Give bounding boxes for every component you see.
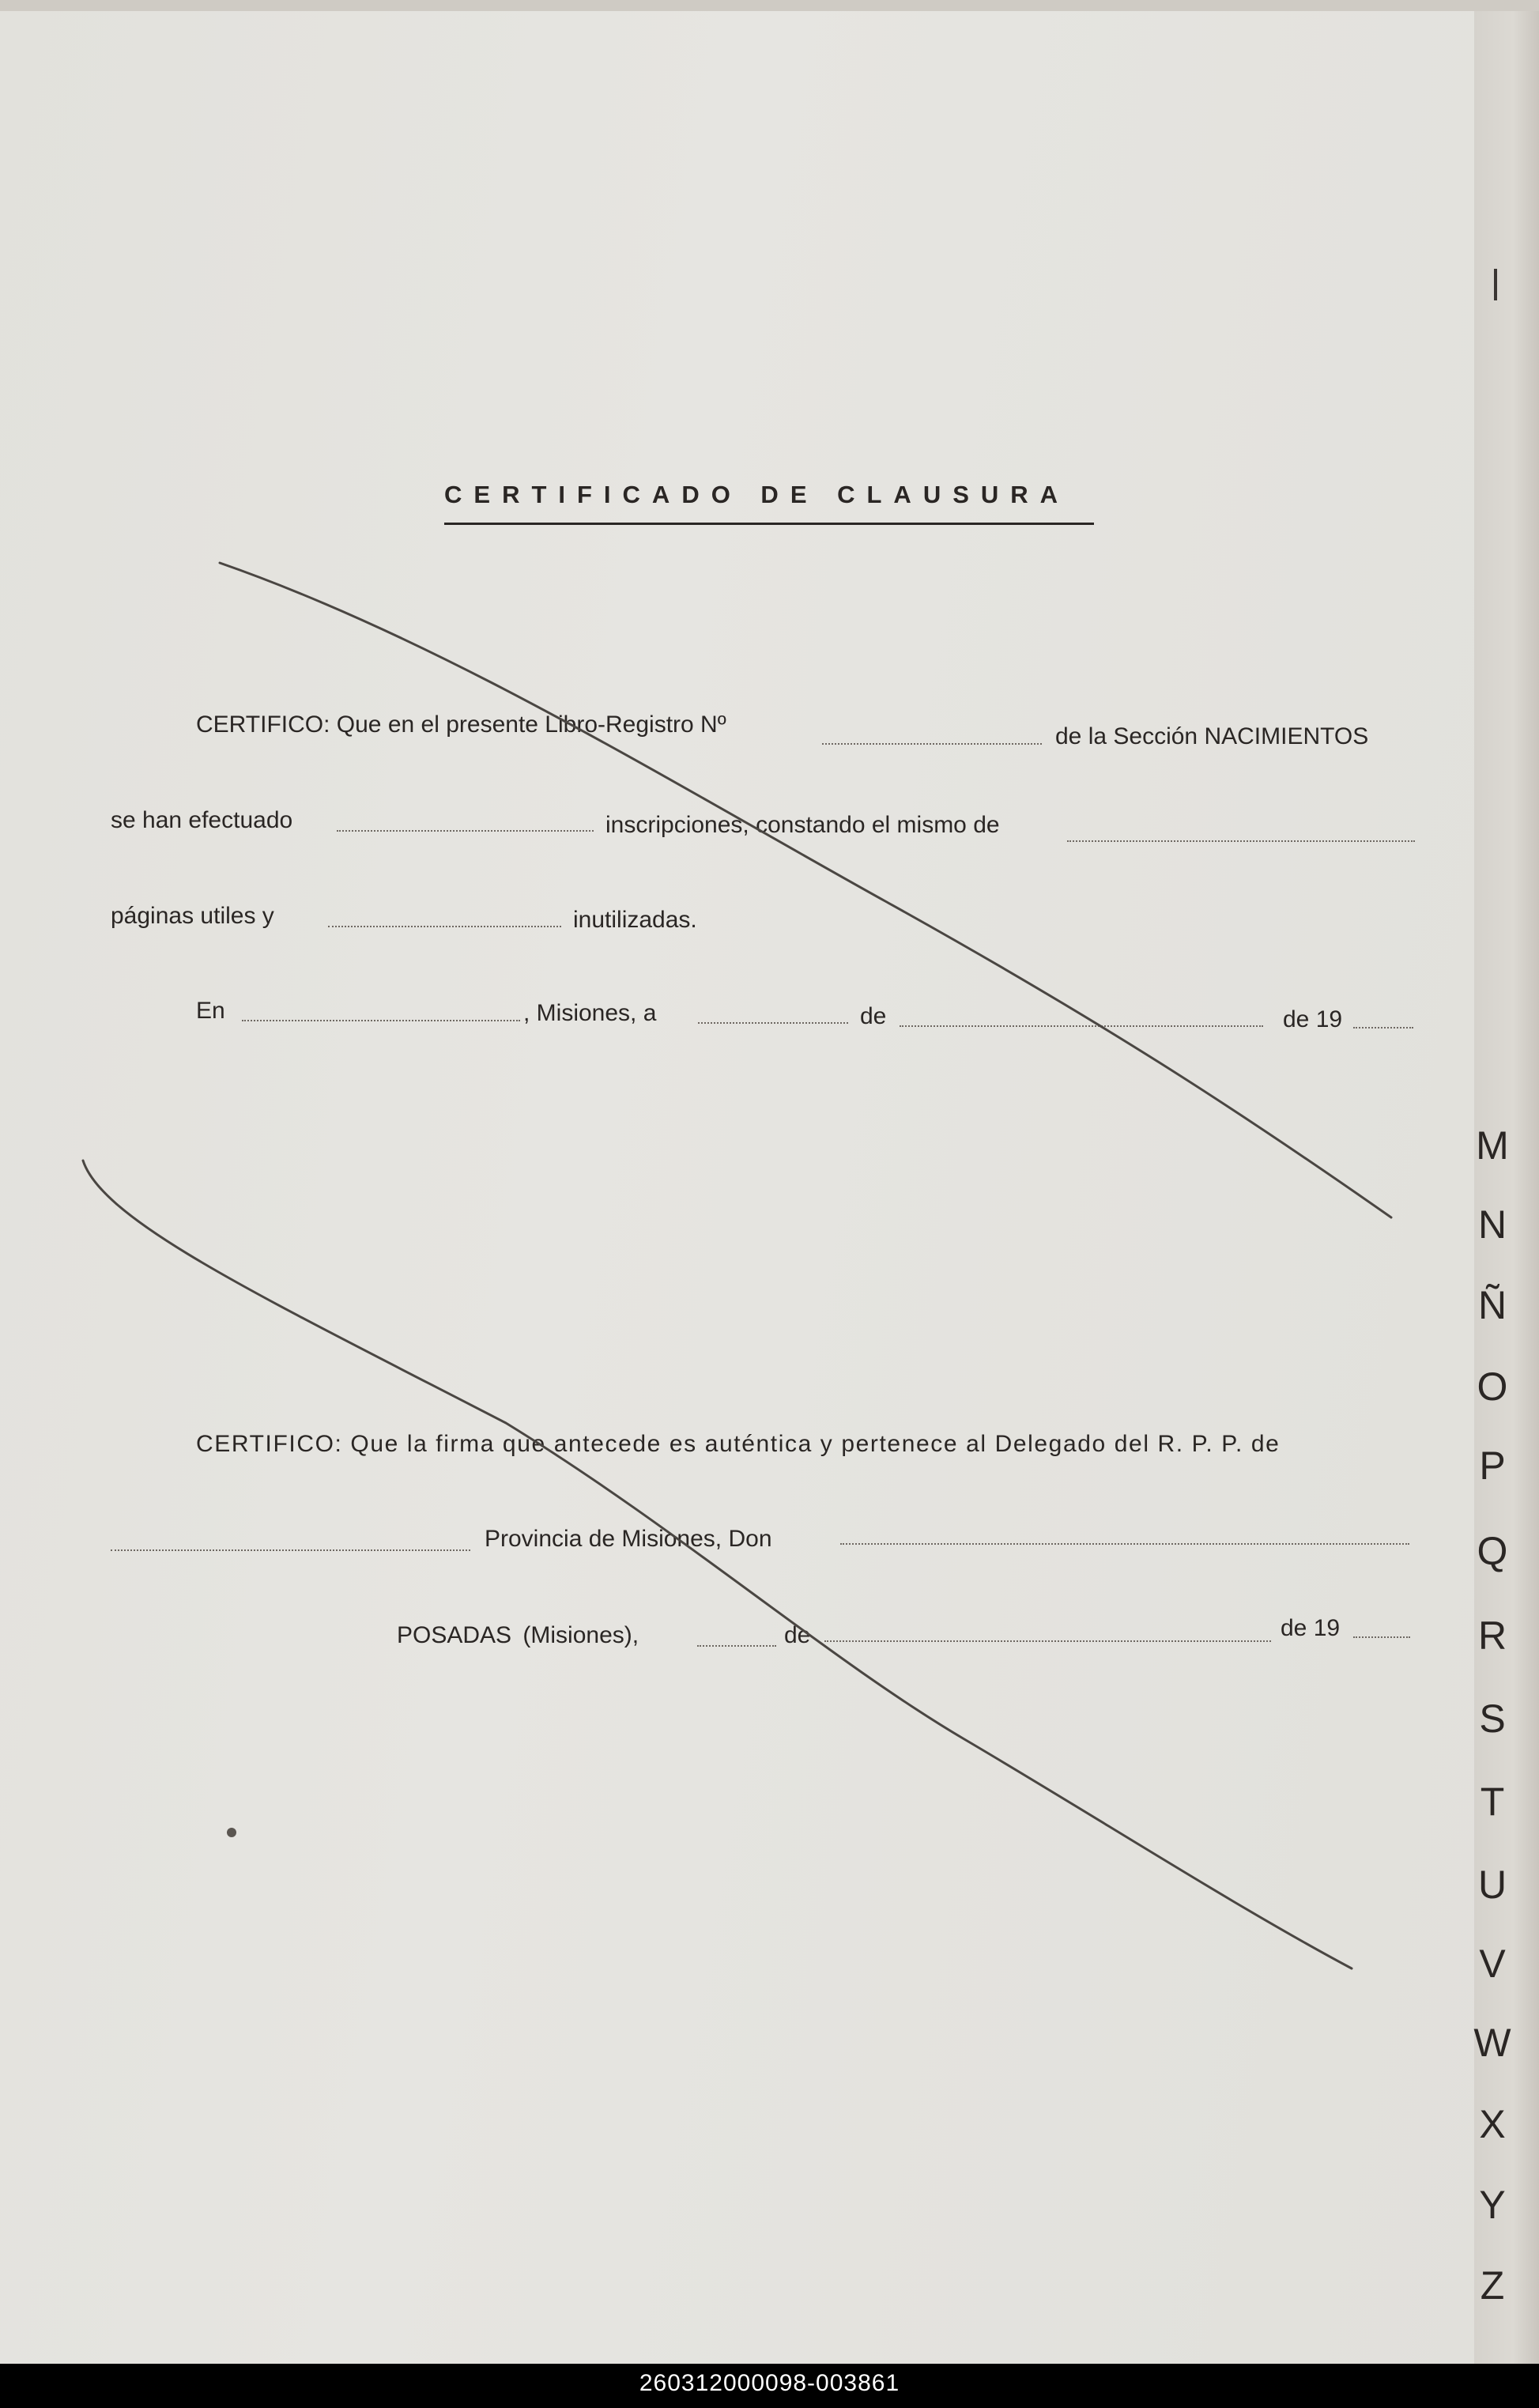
index-tab-t[interactable]: T bbox=[1480, 1780, 1505, 1824]
index-tab-q[interactable]: Q bbox=[1477, 1529, 1508, 1573]
cert1-line4-year: de 19 bbox=[1283, 1006, 1343, 1032]
index-tab-u[interactable]: U bbox=[1477, 1863, 1507, 1907]
cert2-line2-start: Provincia de Misiones, Don bbox=[485, 1526, 772, 1552]
index-tab-o[interactable]: O bbox=[1477, 1364, 1508, 1409]
cert1-line1-start: CERTIFICO: Que en el presente Libro-Registro Nº bbox=[196, 711, 726, 738]
cert2-line3-posadas: POSADAS (Misiones), bbox=[397, 1622, 639, 1648]
cert1-line4-en: En bbox=[196, 998, 225, 1024]
cert1-line4-de: de bbox=[860, 1003, 887, 1029]
cert1-line2-start: se han efectuado bbox=[111, 807, 293, 833]
cert1-line3-start: páginas utiles y bbox=[111, 903, 274, 929]
index-tab-w[interactable]: W bbox=[1473, 2021, 1511, 2065]
index-tab-enie[interactable]: Ñ bbox=[1477, 1283, 1507, 1327]
index-tab-n[interactable]: N bbox=[1477, 1202, 1507, 1247]
index-tab-p[interactable]: P bbox=[1479, 1444, 1506, 1488]
index-tab-z[interactable]: Z bbox=[1480, 2263, 1505, 2308]
archive-id: 260312000098-003861 bbox=[639, 2370, 900, 2396]
index-tab-v[interactable]: V bbox=[1479, 1942, 1506, 1986]
cert1-line2-end: inscripciones, constando el mismo de bbox=[605, 812, 1000, 838]
tab-edge-mark bbox=[1494, 269, 1497, 300]
index-tab-x[interactable]: X bbox=[1479, 2102, 1506, 2146]
document-title: CERTIFICADO DE CLAUSURA bbox=[444, 481, 1070, 508]
cert1-line4-misiones: , Misiones, a bbox=[523, 1000, 657, 1026]
index-tab-s[interactable]: S bbox=[1479, 1697, 1506, 1741]
cert1-line3-end: inutilizadas. bbox=[573, 907, 697, 933]
cert1-line1-end: de la Sección NACIMIENTOS bbox=[1055, 723, 1369, 749]
cert2-line1: CERTIFICO: Que la firma que antecede es auténtica y pertenece al Delegado del R. P. P. de bbox=[196, 1431, 1281, 1457]
index-tab-m[interactable]: M bbox=[1476, 1123, 1509, 1168]
cert2-line3-de: de bbox=[784, 1622, 811, 1648]
index-tab-y[interactable]: Y bbox=[1479, 2183, 1506, 2227]
cert2-line3-year: de 19 bbox=[1281, 1615, 1341, 1641]
index-tab-r[interactable]: R bbox=[1477, 1614, 1507, 1658]
